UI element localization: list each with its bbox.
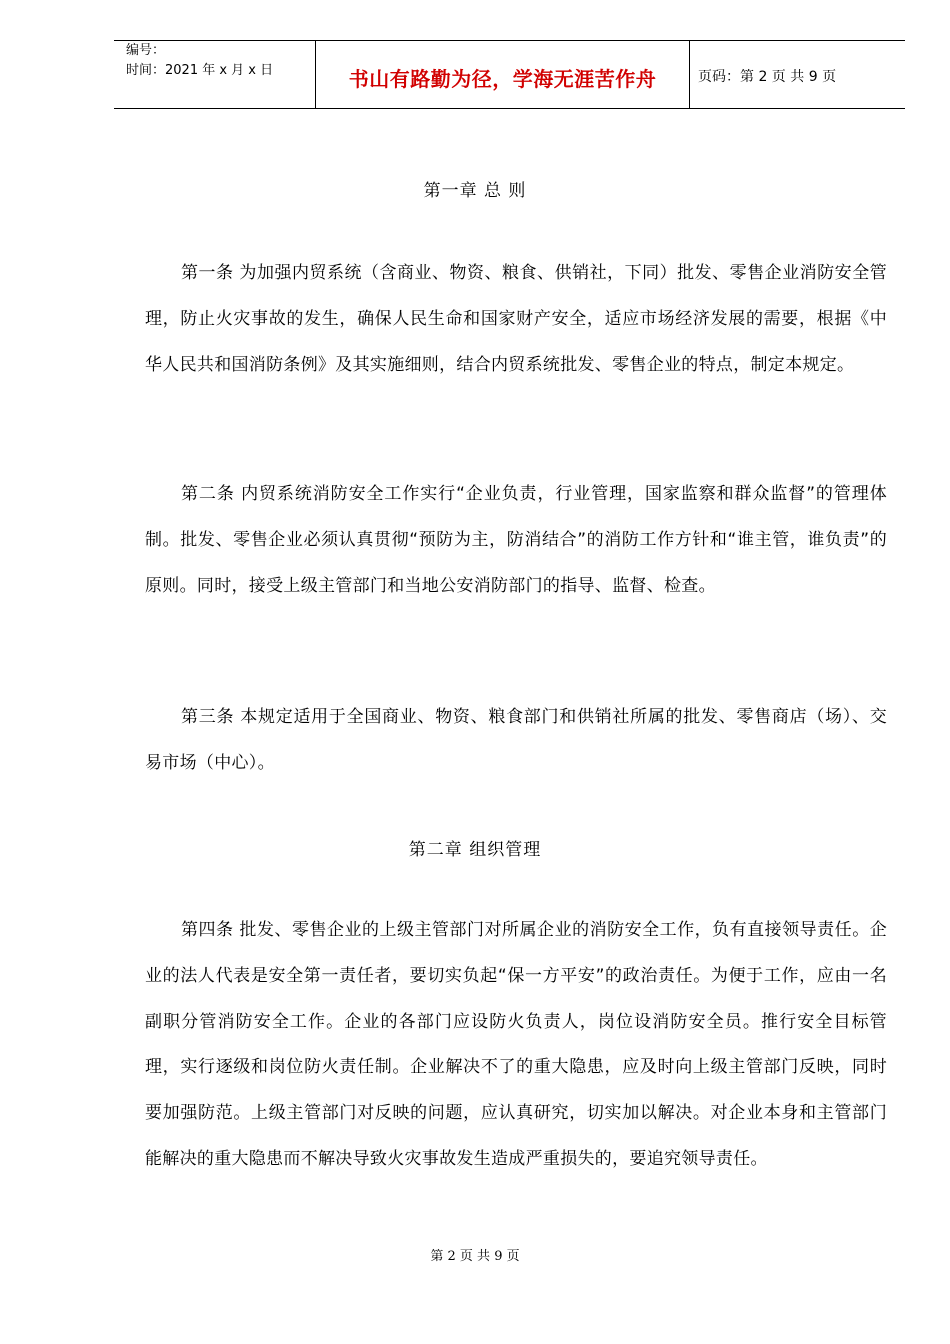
header-table <box>114 40 905 109</box>
article-2: 第二条 内贸系统消防安全工作实行“企业负责，行业管理，国家监察和群众监督”的管理体制。批发、零售企业必须认真贯彻“预防为主，防消结合”的消防工作方针和“谁主管，谁负责”的原则。同时，接受上级主管部门和当地公安消防部门的指导、监督、检查。 <box>145 484 887 596</box>
header-motto-cell <box>316 41 690 108</box>
article-4: 第四条 批发、零售企业的上级主管部门对所属企业的消防安全工作，负有直接领导责任。企业的法人代表是安全第一责任者，要切实负起“保一方平安”的政治责任。为便于工作，应由一名副职分管消防安全工作。企业的各部门应设防火负责人，岗位设消防安全员。推行安全目标管理，实行逐级和岗位防火责任制。企业解决不了的重大隐患，应及时向上级主管部门反映，同时要加强防范。上级主管部门对反映的问题，应认真研究，切实加以解决。对企业本身和主管部门能解决的重大隐患而不解决导致火灾事故发生造成严重损失的，要追究领导责任。 <box>145 920 887 1169</box>
document-number-label: 编号： <box>126 43 166 58</box>
article-1: 第一条 为加强内贸系统（含商业、物资、粮食、供销社，下同）批发、零售企业消防安全管理，防止火灾事故的发生，确保人民生命和国家财产安全，适应市场经济发展的需要，根据《中华人民共和国消防条例》及其实施细则，结合内贸系统批发、零售企业的特点，制定本规定。 <box>145 263 887 375</box>
header-motto: 书山有路勤为径，学海无涯苦作舟 <box>348 67 657 91</box>
header-page-number: 页码：第 2 页 共 9 页 <box>698 69 837 85</box>
chapter-1-heading: 第一章 总 则 <box>423 181 527 201</box>
page-footer: 第 2 页 共 9 页 <box>430 1249 520 1264</box>
header-page-cell <box>690 41 905 108</box>
document-date-label: 时间：2021 年 x 月 x 日 <box>126 63 274 78</box>
header-meta-cell <box>114 41 316 108</box>
chapter-2-heading: 第二章 组织管理 <box>408 840 542 860</box>
article-3: 第三条 本规定适用于全国商业、物资、粮食部门和供销社所属的批发、零售商店（场）、交易市场（中心）。 <box>145 707 887 773</box>
